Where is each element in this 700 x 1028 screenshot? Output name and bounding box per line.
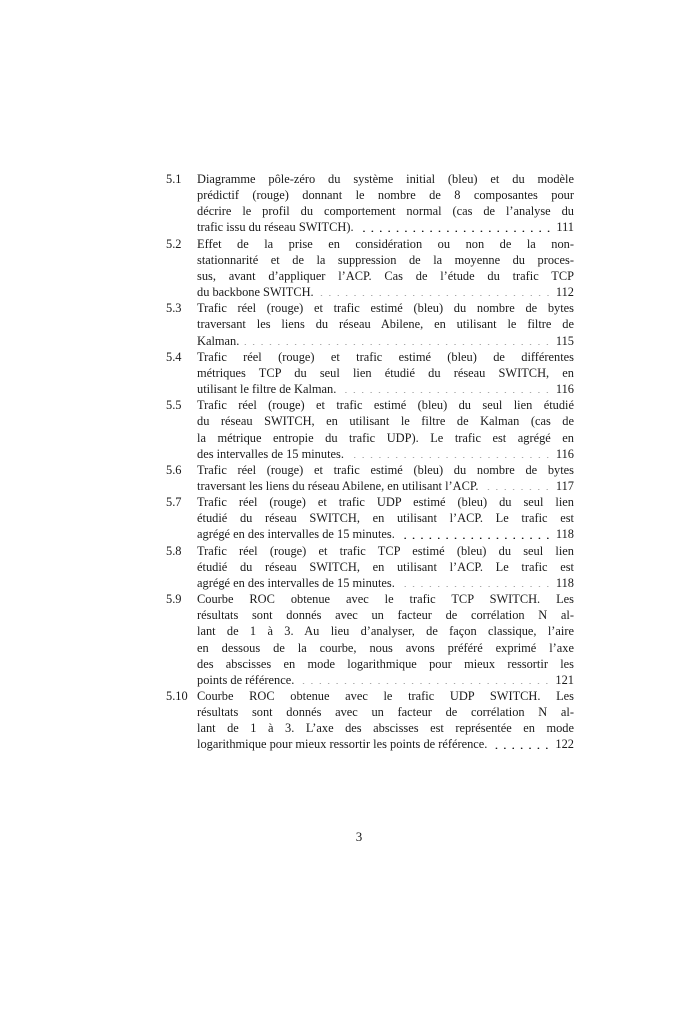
caption-line-text: agrégé en des intervalles de 15 minutes. [197, 575, 395, 590]
caption-line: traversant les liens du réseau Abilene, en utilisant le filtre de [197, 317, 574, 332]
figure-number: 5.4 [166, 349, 182, 364]
figure-entry[interactable] [166, 543, 574, 591]
dot-leader [243, 333, 552, 345]
caption-line [197, 575, 574, 591]
caption-line [197, 526, 574, 542]
caption-line [197, 478, 574, 494]
figure-number: 5.10 [166, 689, 188, 703]
caption-line: Trafic réel (rouge) et trafic estimé (bleu) de différentes [197, 349, 574, 364]
figure-entry[interactable] [166, 236, 574, 301]
figure-page-number[interactable]: 115 [555, 333, 574, 348]
figure-number: 5.2 [166, 236, 182, 251]
figure-number: 5.7 [166, 495, 182, 510]
caption-line: Effet de la prise en considération ou non de la non- [197, 236, 574, 251]
figure-number: 5.9 [166, 592, 182, 607]
figure-page-number[interactable]: 116 [555, 382, 574, 397]
caption-line-text: des intervalles de 15 minutes. [197, 446, 344, 461]
dot-leader [318, 284, 552, 296]
dot-leader [340, 381, 552, 393]
figure-entry[interactable] [166, 349, 574, 397]
caption-line: prédictif (rouge) donnant le nombre de 8 composantes pour [197, 188, 574, 203]
figure-entry[interactable] [166, 591, 574, 688]
caption-line [197, 219, 574, 235]
caption-line: lant de 1 à 3. L’axe des abscisses est représentée en mode [197, 721, 574, 736]
figure-number: 5.8 [166, 543, 182, 558]
caption-line: métriques TCP du seul lien étudié du réseau SWITCH, en [197, 365, 574, 380]
caption-line-text: trafic issu du réseau SWITCH). [197, 220, 354, 235]
figure-page-number[interactable]: 112 [555, 285, 574, 300]
caption-line: Courbe ROC obtenue avec le trafic TCP SWITCH. Les [197, 592, 574, 607]
caption-line: la métrique entropie du trafic UDP). Le trafic est agrégé en [197, 430, 574, 445]
caption-line: décrire le profil du comportement normal (cas de l’analyse du [197, 204, 574, 219]
caption-line-text: points de référence. [197, 672, 295, 687]
caption-line-text: utilisant le filtre de Kalman. [197, 382, 337, 397]
caption-line: du réseau SWITCH, en utilisant le filtre de Kalman (cas de [197, 414, 574, 429]
dot-leader [399, 575, 552, 587]
caption-line [197, 446, 574, 462]
caption-line-text: du backbone SWITCH. [197, 285, 314, 300]
caption-line-text: traversant les liens du réseau Abilene, en utilisant l’ACP. [197, 478, 479, 493]
figure-page-number[interactable]: 111 [556, 220, 574, 235]
caption-line: des abscisses en mode logarithmique pour mieux ressortir les [197, 656, 574, 671]
dot-leader [482, 478, 551, 490]
caption-line-text: agrégé en des intervalles de 15 minutes. [197, 527, 395, 542]
caption-line: résultats sont donnés avec un facteur de corrélation N al- [197, 608, 574, 623]
figure-page-number[interactable]: 118 [555, 575, 574, 590]
caption-line: en dessous de la courbe, nous avons préféré exprimé l’axe [197, 640, 574, 655]
caption-line: Trafic réel (rouge) et trafic estimé (bleu) du nombre de bytes [197, 462, 574, 477]
figure-number: 5.6 [166, 462, 182, 477]
dot-leader [399, 526, 552, 538]
caption-line: lant de 1 à 3. Au lieu d’analyser, de façon classique, l’aire [197, 624, 574, 639]
dot-leader [348, 446, 552, 458]
caption-line: étudié du réseau SWITCH, en utilisant l’ACP. Le trafic est [197, 511, 574, 526]
figure-page-number[interactable]: 122 [555, 737, 574, 752]
caption-line-text: Kalman. [197, 333, 240, 348]
figure-number: 5.3 [166, 301, 182, 316]
caption-line: Courbe ROC obtenue avec le trafic UDP SWITCH. Les [197, 689, 574, 703]
caption-line: Trafic réel (rouge) et trafic estimé (bleu) du nombre de bytes [197, 301, 574, 316]
figure-page-number[interactable]: 118 [555, 527, 574, 542]
list-of-figures [166, 171, 574, 753]
figure-entry[interactable] [166, 462, 574, 494]
figure-page-number[interactable]: 121 [555, 672, 574, 687]
figure-entry[interactable] [166, 300, 574, 348]
caption-line [197, 381, 574, 397]
caption-line [197, 672, 574, 688]
caption-line: Trafic réel (rouge) et trafic UDP estimé (bleu) du seul lien [197, 495, 574, 510]
caption-line [197, 333, 574, 349]
figure-number: 5.5 [166, 398, 182, 413]
dot-leader [298, 672, 551, 684]
dot-leader [358, 219, 553, 231]
figure-number: 5.1 [166, 172, 182, 186]
caption-line [197, 284, 574, 300]
caption-line: stationnarité et de la suppression de la moyenne du proces- [197, 252, 574, 267]
figure-page-number[interactable]: 117 [555, 478, 574, 493]
page-number: 3 [355, 829, 363, 844]
caption-line: Diagramme pôle-zéro du système initial (bleu) et du modèle [197, 172, 574, 186]
caption-line: Trafic réel (rouge) et trafic TCP estimé (bleu) du seul lien [197, 543, 574, 558]
figure-entry[interactable] [166, 494, 574, 542]
caption-line: résultats sont donnés avec un facteur de corrélation N al- [197, 705, 574, 720]
caption-line: sus, avant d’appliquer l’ACP. Cas de l’étude du trafic TCP [197, 268, 574, 283]
figure-entry[interactable] [166, 397, 574, 462]
caption-line: Trafic réel (rouge) et trafic estimé (bleu) du seul lien étudié [197, 398, 574, 413]
dot-leader [491, 736, 551, 748]
figure-entry[interactable] [166, 688, 574, 753]
caption-line [197, 736, 574, 752]
figure-page-number[interactable]: 116 [555, 446, 574, 461]
figure-entry[interactable] [166, 171, 574, 236]
caption-line: étudié du réseau SWITCH, en utilisant l’ACP. Le trafic est [197, 559, 574, 574]
caption-line-text: logarithmique pour mieux ressortir les points de référence. [197, 737, 488, 752]
